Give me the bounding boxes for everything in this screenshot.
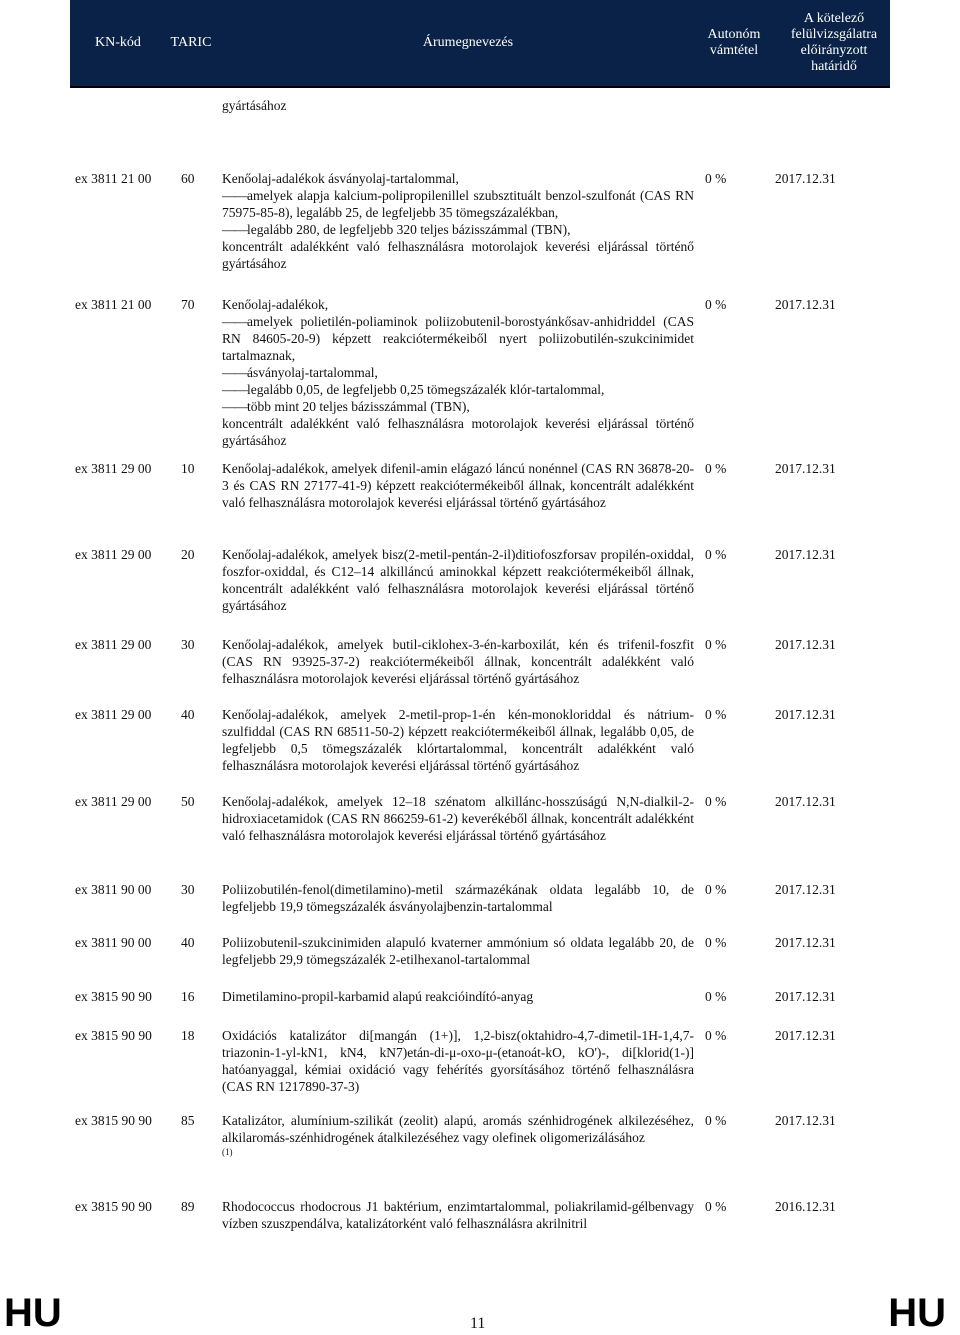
goods-description (222, 1198, 694, 1232)
duty-rate: 0 % (705, 1028, 727, 1043)
review-date: 2016.12.31 (775, 1199, 836, 1214)
taric-code: 30 (181, 637, 195, 652)
kn-code: ex 3811 21 00 (75, 171, 152, 186)
duty-rate: 0 % (705, 461, 727, 476)
duty-rate: 0 % (705, 882, 727, 897)
review-date: 2017.12.31 (775, 935, 836, 950)
description-line: —— amelyek polietilén-poliaminok poliizobutenil-borostyánkősav-anhidriddel (CAS RN 84605-20-9) képzett reakciótermékeiből nyert poliizobutilén-szukcinimidet tartalmaznak, (222, 313, 694, 364)
review-date: 2017.12.31 (775, 461, 836, 476)
country-code-right: HU (888, 1291, 946, 1335)
kn-code: ex 3811 29 00 (75, 707, 152, 722)
header-taric: TARIC (170, 35, 212, 50)
description-line: Kenőolaj-adalékok, amelyek butil-ciklohex-3-én-karboxilát, kén és trifenil-foszfit (CAS RN 93925-37-2) reakciótermékeiből állnak, koncentrált adalékként való felhasználásra motorolajok keverési eljárással történő gyártásához (222, 637, 694, 686)
duty-rate: 0 % (705, 1113, 727, 1128)
goods-description (222, 296, 694, 449)
table-header (70, 0, 890, 88)
goods-description (222, 706, 694, 774)
review-date: 2017.12.31 (775, 882, 836, 897)
review-date: 2017.12.31 (775, 794, 836, 809)
duty-rate: 0 % (705, 1199, 727, 1214)
description-line: Kenőolaj-adalékok, (222, 297, 329, 312)
goods-description (222, 988, 694, 1005)
goods-description (222, 170, 694, 272)
header-kn-code: KN-kód (95, 35, 141, 50)
carry-over-text: gyártásához (222, 98, 287, 113)
taric-code: 30 (181, 882, 195, 897)
description-line: Katalizátor, alumínium-szilikát (zeolit) alapú, aromás szénhidrogének alkilezéséhez, alkilaromás-szénhidrogének átalkilezéséhez vagy olefinek oligomerizálásához (222, 1113, 694, 1145)
description-line: Kenőolaj-adalékok, amelyek bisz(2-metil-pentán-2-il)ditiofoszforsav propilén-oxiddal, foszfor-oxiddal, és C12–14 alkilláncú aminokkal képzett reakciótermékeiből állnak, koncentrált adalékként való felhasználásra motorolajok keverési eljárással történő gyártásához (222, 547, 694, 613)
duty-rate: 0 % (705, 794, 727, 809)
header-description: Árumegnevezés (422, 35, 514, 50)
header-autonomous-duty: Autonóm vámtétel (707, 27, 761, 58)
description-line: —— ásványolaj-tartalommal, (222, 364, 694, 381)
review-date: 2017.12.31 (775, 547, 836, 562)
description-line: koncentrált adalékként való felhasználásra motorolajok keverési eljárással történő gyártásához (222, 239, 694, 271)
kn-code: ex 3811 90 00 (75, 882, 152, 897)
header-review-date: A kötelező felülvizsgálatra előirányzott határidő (790, 11, 878, 74)
taric-code: 89 (181, 1199, 195, 1214)
kn-code: ex 3811 29 00 (75, 547, 152, 562)
goods-description (222, 460, 694, 511)
review-date: 2017.12.31 (775, 297, 836, 312)
taric-code: 18 (181, 1028, 195, 1043)
review-date: 2017.12.31 (775, 171, 836, 186)
taric-code: 16 (181, 989, 195, 1004)
kn-code: ex 3815 90 90 (75, 1028, 152, 1043)
goods-description (222, 881, 694, 915)
goods-description (222, 1027, 694, 1095)
review-date: 2017.12.31 (775, 707, 836, 722)
duty-rate: 0 % (705, 637, 727, 652)
kn-code: ex 3811 29 00 (75, 794, 152, 809)
taric-code: 50 (181, 794, 195, 809)
kn-code: ex 3815 90 90 (75, 1113, 152, 1128)
description-line: Poliizobutilén-fenol(dimetilamino)-metil származékának oldata legalább 10, de legfeljebb 19,9 tömegszázalék ásványolajbenzin-tartalommal (222, 882, 694, 914)
kn-code: ex 3815 90 90 (75, 1199, 152, 1214)
description-line: —— több mint 20 teljes bázisszámmal (TBN), (222, 398, 694, 415)
description-line: Kenőolaj-adalékok, amelyek difenil-amin elágazó láncú nonénnel (CAS RN 36878-20-3 és CAS RN 27177-41-9) képzett reakciótermékeiből állnak, koncentrált adalékként való felhasználásra motorolajok keverési eljárással történő gyártásához (222, 461, 694, 510)
taric-code: 60 (181, 171, 195, 186)
review-date: 2017.12.31 (775, 989, 836, 1004)
review-date: 2017.12.31 (775, 637, 836, 652)
taric-code: 40 (181, 707, 195, 722)
taric-code: 40 (181, 935, 195, 950)
kn-code: ex 3811 21 00 (75, 297, 152, 312)
description-line: Oxidációs katalizátor di[mangán (1+)], 1,2-bisz(oktahidro-4,7-dimetil-1H-1,4,7-triazonin-1-yl-kN1, kN4, kN7)etán-di-μ-oxo-μ-(etanoát-kO, kO')-, di[klorid(1-)] hatóanyaggal, kémiai oxidáció vagy fehérítés gyorsításához történő felhasználásra (CAS RN 1217890-37-3) (222, 1028, 694, 1094)
duty-rate: 0 % (705, 547, 727, 562)
taric-code: 70 (181, 297, 195, 312)
description-line: koncentrált adalékként való felhasználásra motorolajok keverési eljárással történő gyártásához (222, 416, 694, 448)
description-line: Kenőolaj-adalékok, amelyek 12–18 szénatom alkillánc-hosszúságú N,N-dialkil-2-hidroxiacetamidok (CAS RN 866259-61-2) keverékéből állnak, koncentrált adalékként való felhasználásra motorolajok keverési eljárással történő gyártásához (222, 794, 694, 843)
duty-rate: 0 % (705, 989, 727, 1004)
description-line: (1) (222, 1147, 233, 1157)
description-line: —— legalább 0,05, de legfeljebb 0,25 tömegszázalék klór-tartalommal, (222, 381, 694, 398)
kn-code: ex 3811 90 00 (75, 935, 152, 950)
taric-code: 20 (181, 547, 195, 562)
description-line: Kenőolaj-adalékok ásványolaj-tartalommal, (222, 171, 459, 186)
kn-code: ex 3811 29 00 (75, 461, 152, 476)
taric-code: 85 (181, 1113, 195, 1128)
kn-code: ex 3815 90 90 (75, 989, 152, 1004)
duty-rate: 0 % (705, 171, 727, 186)
kn-code: ex 3811 29 00 (75, 637, 152, 652)
taric-code: 10 (181, 461, 195, 476)
review-date: 2017.12.31 (775, 1113, 836, 1128)
description-line: Dimetilamino-propil-karbamid alapú reakcióindító-anyag (222, 989, 534, 1004)
country-code-left: HU (4, 1291, 62, 1335)
description-line: Poliizobutenil-szukcinimiden alapuló kvaterner ammónium só oldata legalább 20, de legfeljebb 29,9 tömegszázalék 2-etilhexanol-tartalommal (222, 935, 694, 967)
goods-description (222, 793, 694, 844)
goods-description (222, 934, 694, 968)
description-line: —— amelyek alapja kalcium-polipropilenillel szubsztituált benzol-szulfonát (CAS RN 75975-85-8), legalább 25, de legfeljebb 35 tömegszázalékban, (222, 187, 694, 221)
description-line: Rhodococcus rhodocrous J1 baktérium, enzimtartalommal, poliakrilamid-gélbenvagy vízben szuszpendálva, katalizátorként való felhasználásra akrilnitril (222, 1199, 694, 1231)
description-line: —— legalább 280, de legfeljebb 320 teljes bázisszámmal (TBN), (222, 221, 694, 238)
goods-description (222, 546, 694, 614)
goods-description (222, 1112, 694, 1158)
review-date: 2017.12.31 (775, 1028, 836, 1043)
duty-rate: 0 % (705, 707, 727, 722)
description-line: Kenőolaj-adalékok, amelyek 2-metil-prop-1-én kén-monokloriddal és nátrium-szulfiddal (CAS RN 68511-50-2) képzett reakciótermékeiből állnak, legalább 0,05, de legfeljebb 0,5 tömegszázalék klórtartalommal, koncentrált adalékként való felhasználásra motorolajok keverési eljárással történő gyártásához (222, 707, 694, 773)
page-number: 11 (470, 1315, 486, 1332)
goods-description (222, 636, 694, 687)
duty-rate: 0 % (705, 297, 727, 312)
duty-rate: 0 % (705, 935, 727, 950)
